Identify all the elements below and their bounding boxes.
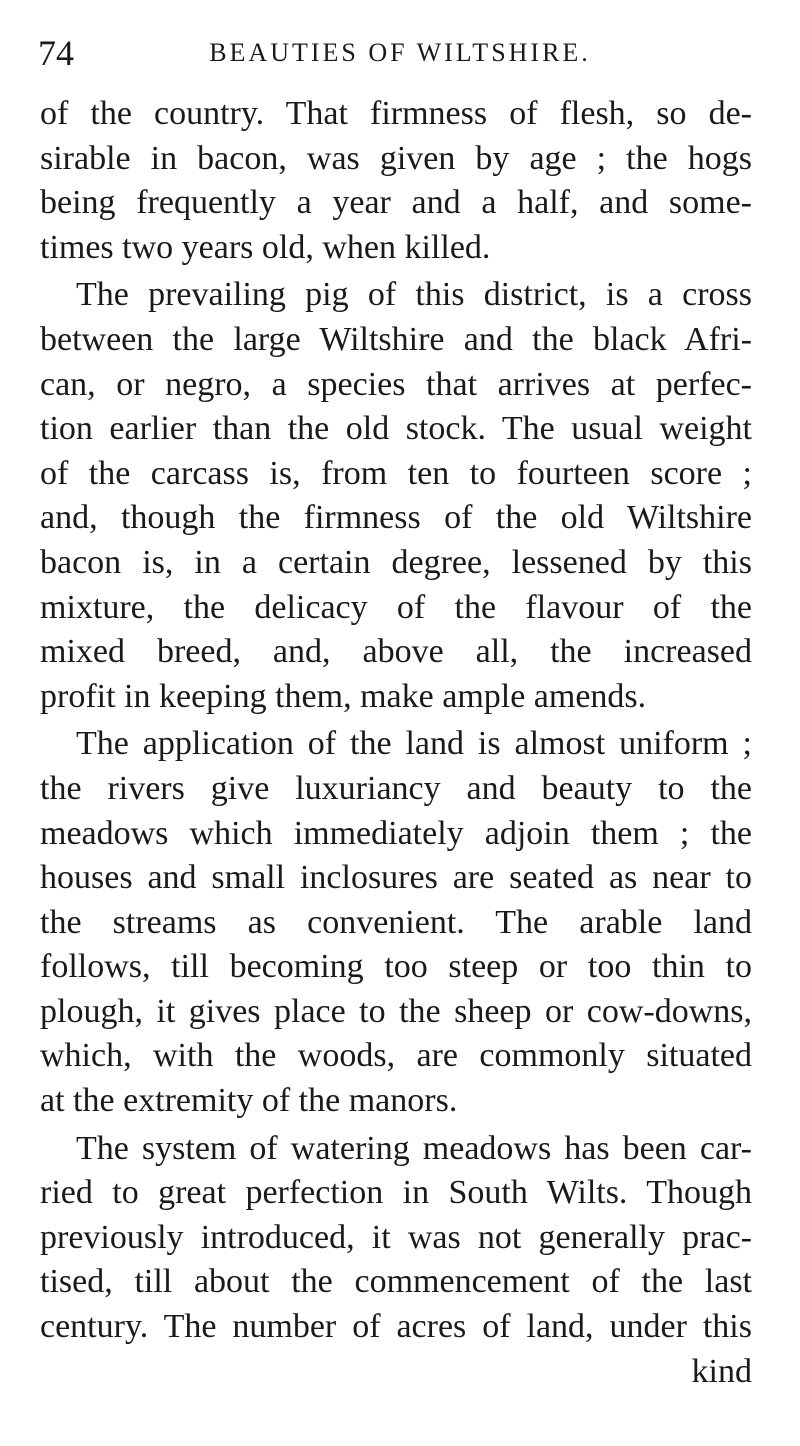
catchword: kind [691, 1352, 752, 1390]
text-line: which, with the woods, are commonly situated [40, 1037, 752, 1075]
text-line: tion earlier than the old stock. The usual weight [40, 410, 752, 448]
text-line: mixed breed, and, above all, the increased [40, 633, 752, 671]
text-line: of the country. That firmness of flesh, so de- [40, 95, 752, 132]
text-line: being frequently a year and a half, and some- [40, 184, 752, 222]
text-line: The system of watering meadows has been car- [76, 1129, 752, 1167]
text-line: can, or negro, a species that arrives at perfec- [40, 365, 752, 403]
running-head: BEAUTIES OF WILTSHIRE. [209, 38, 591, 67]
text-line: of the carcass is, from ten to fourteen score ; [40, 454, 752, 492]
paragraph [40, 92, 752, 270]
text-line: between the large Wiltshire and the black Afri- [40, 320, 752, 358]
text-line: the streams as convenient. The arable land [40, 903, 752, 941]
text-line: bacon is, in a certain degree, lessened by this [40, 543, 752, 581]
text-line: mixture, the delicacy of the flavour of the [40, 588, 752, 626]
text-line: The prevailing pig of this district, is a cross [76, 276, 752, 314]
text-line: plough, it gives place to the sheep or cow-downs, [40, 992, 752, 1030]
text-line: ried to great perfection in South Wilts. Though [40, 1174, 752, 1212]
text-line: tised, till about the commencement of the last [40, 1263, 752, 1301]
paragraph [40, 722, 752, 1123]
text-line: sirable in bacon, was given by age ; the hogs [40, 139, 752, 177]
paragraph [40, 273, 752, 719]
text-line: houses and small inclosures are seated as near to [40, 859, 752, 897]
text-line: follows, till becoming too steep or too thin to [40, 948, 752, 986]
text-line: the rivers give luxuriancy and beauty to the [40, 769, 752, 807]
page-body [40, 92, 752, 1394]
text-line: times two years old, when killed. [40, 228, 491, 266]
text-line: profit in keeping them, make ample amends. [40, 677, 647, 715]
text-line: meadows which immediately adjoin them ; the [40, 814, 752, 852]
text-line: century. The number of acres of land, under this [40, 1308, 752, 1346]
text-line: previously introduced, it was not generally prac- [40, 1218, 752, 1256]
page-header [38, 28, 762, 78]
page-number: 74 [38, 33, 74, 73]
text-line: and, though the firmness of the old Wiltshire [40, 499, 752, 537]
paragraph [40, 1127, 752, 1350]
text-line: at the extremity of the manors. [40, 1082, 458, 1120]
text-line: The application of the land is almost uniform ; [76, 725, 752, 763]
